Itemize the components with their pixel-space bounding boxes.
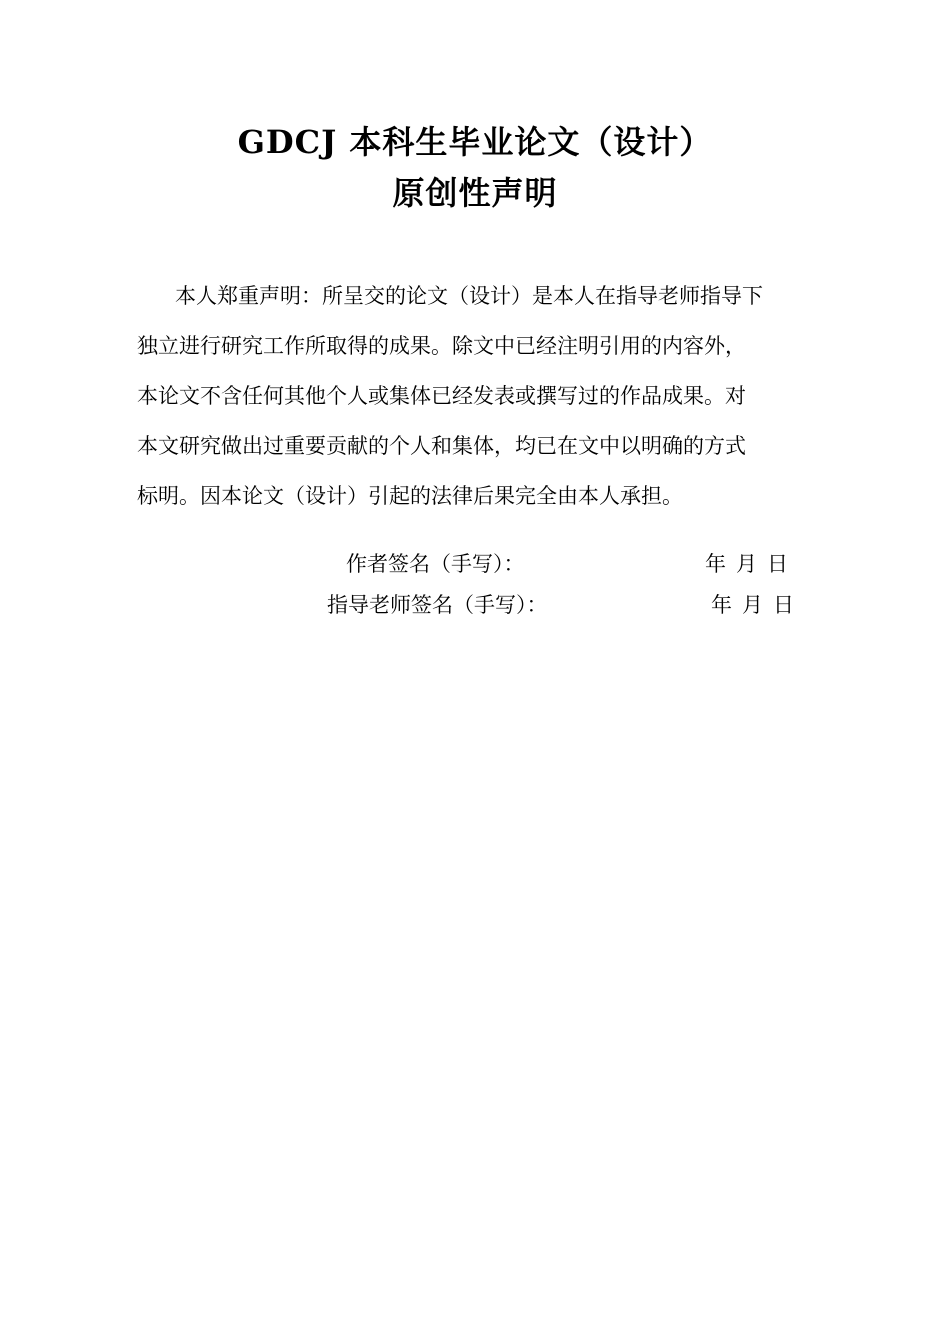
- statement-line: 独立进行研究工作所取得的成果。除文中已经注明引用的内容外，: [137, 334, 746, 358]
- author-signature-label: 作者签名（手写）：: [346, 552, 525, 576]
- document-title: GDCJ 本科生毕业论文（设计）: [237, 123, 713, 161]
- date-year: 年: [705, 552, 726, 576]
- date-year: 年: [711, 593, 732, 617]
- date-month: 月: [742, 593, 763, 617]
- advisor-signature-date: [711, 590, 794, 620]
- statement-line: 本论文不含任何其他个人或集体已经发表或撰写过的作品成果。对: [137, 384, 746, 408]
- date-day: 日: [773, 593, 794, 617]
- statement-line: 本文研究做出过重要贡献的个人和集体，均已在文中以明确的方式: [137, 434, 746, 458]
- document-subtitle: 原创性声明: [392, 174, 558, 212]
- author-signature-date: [705, 549, 788, 579]
- advisor-signature-label: 指导老师签名（手写）：: [327, 593, 548, 617]
- statement-line: 标明。因本论文（设计）引起的法律后果完全由本人承担。: [137, 484, 683, 508]
- statement-line: 本人郑重声明：所呈交的论文（设计）是本人在指导老师指导下: [175, 284, 763, 308]
- date-month: 月: [736, 552, 757, 576]
- statement-paragraph: [137, 271, 857, 521]
- date-day: 日: [767, 552, 788, 576]
